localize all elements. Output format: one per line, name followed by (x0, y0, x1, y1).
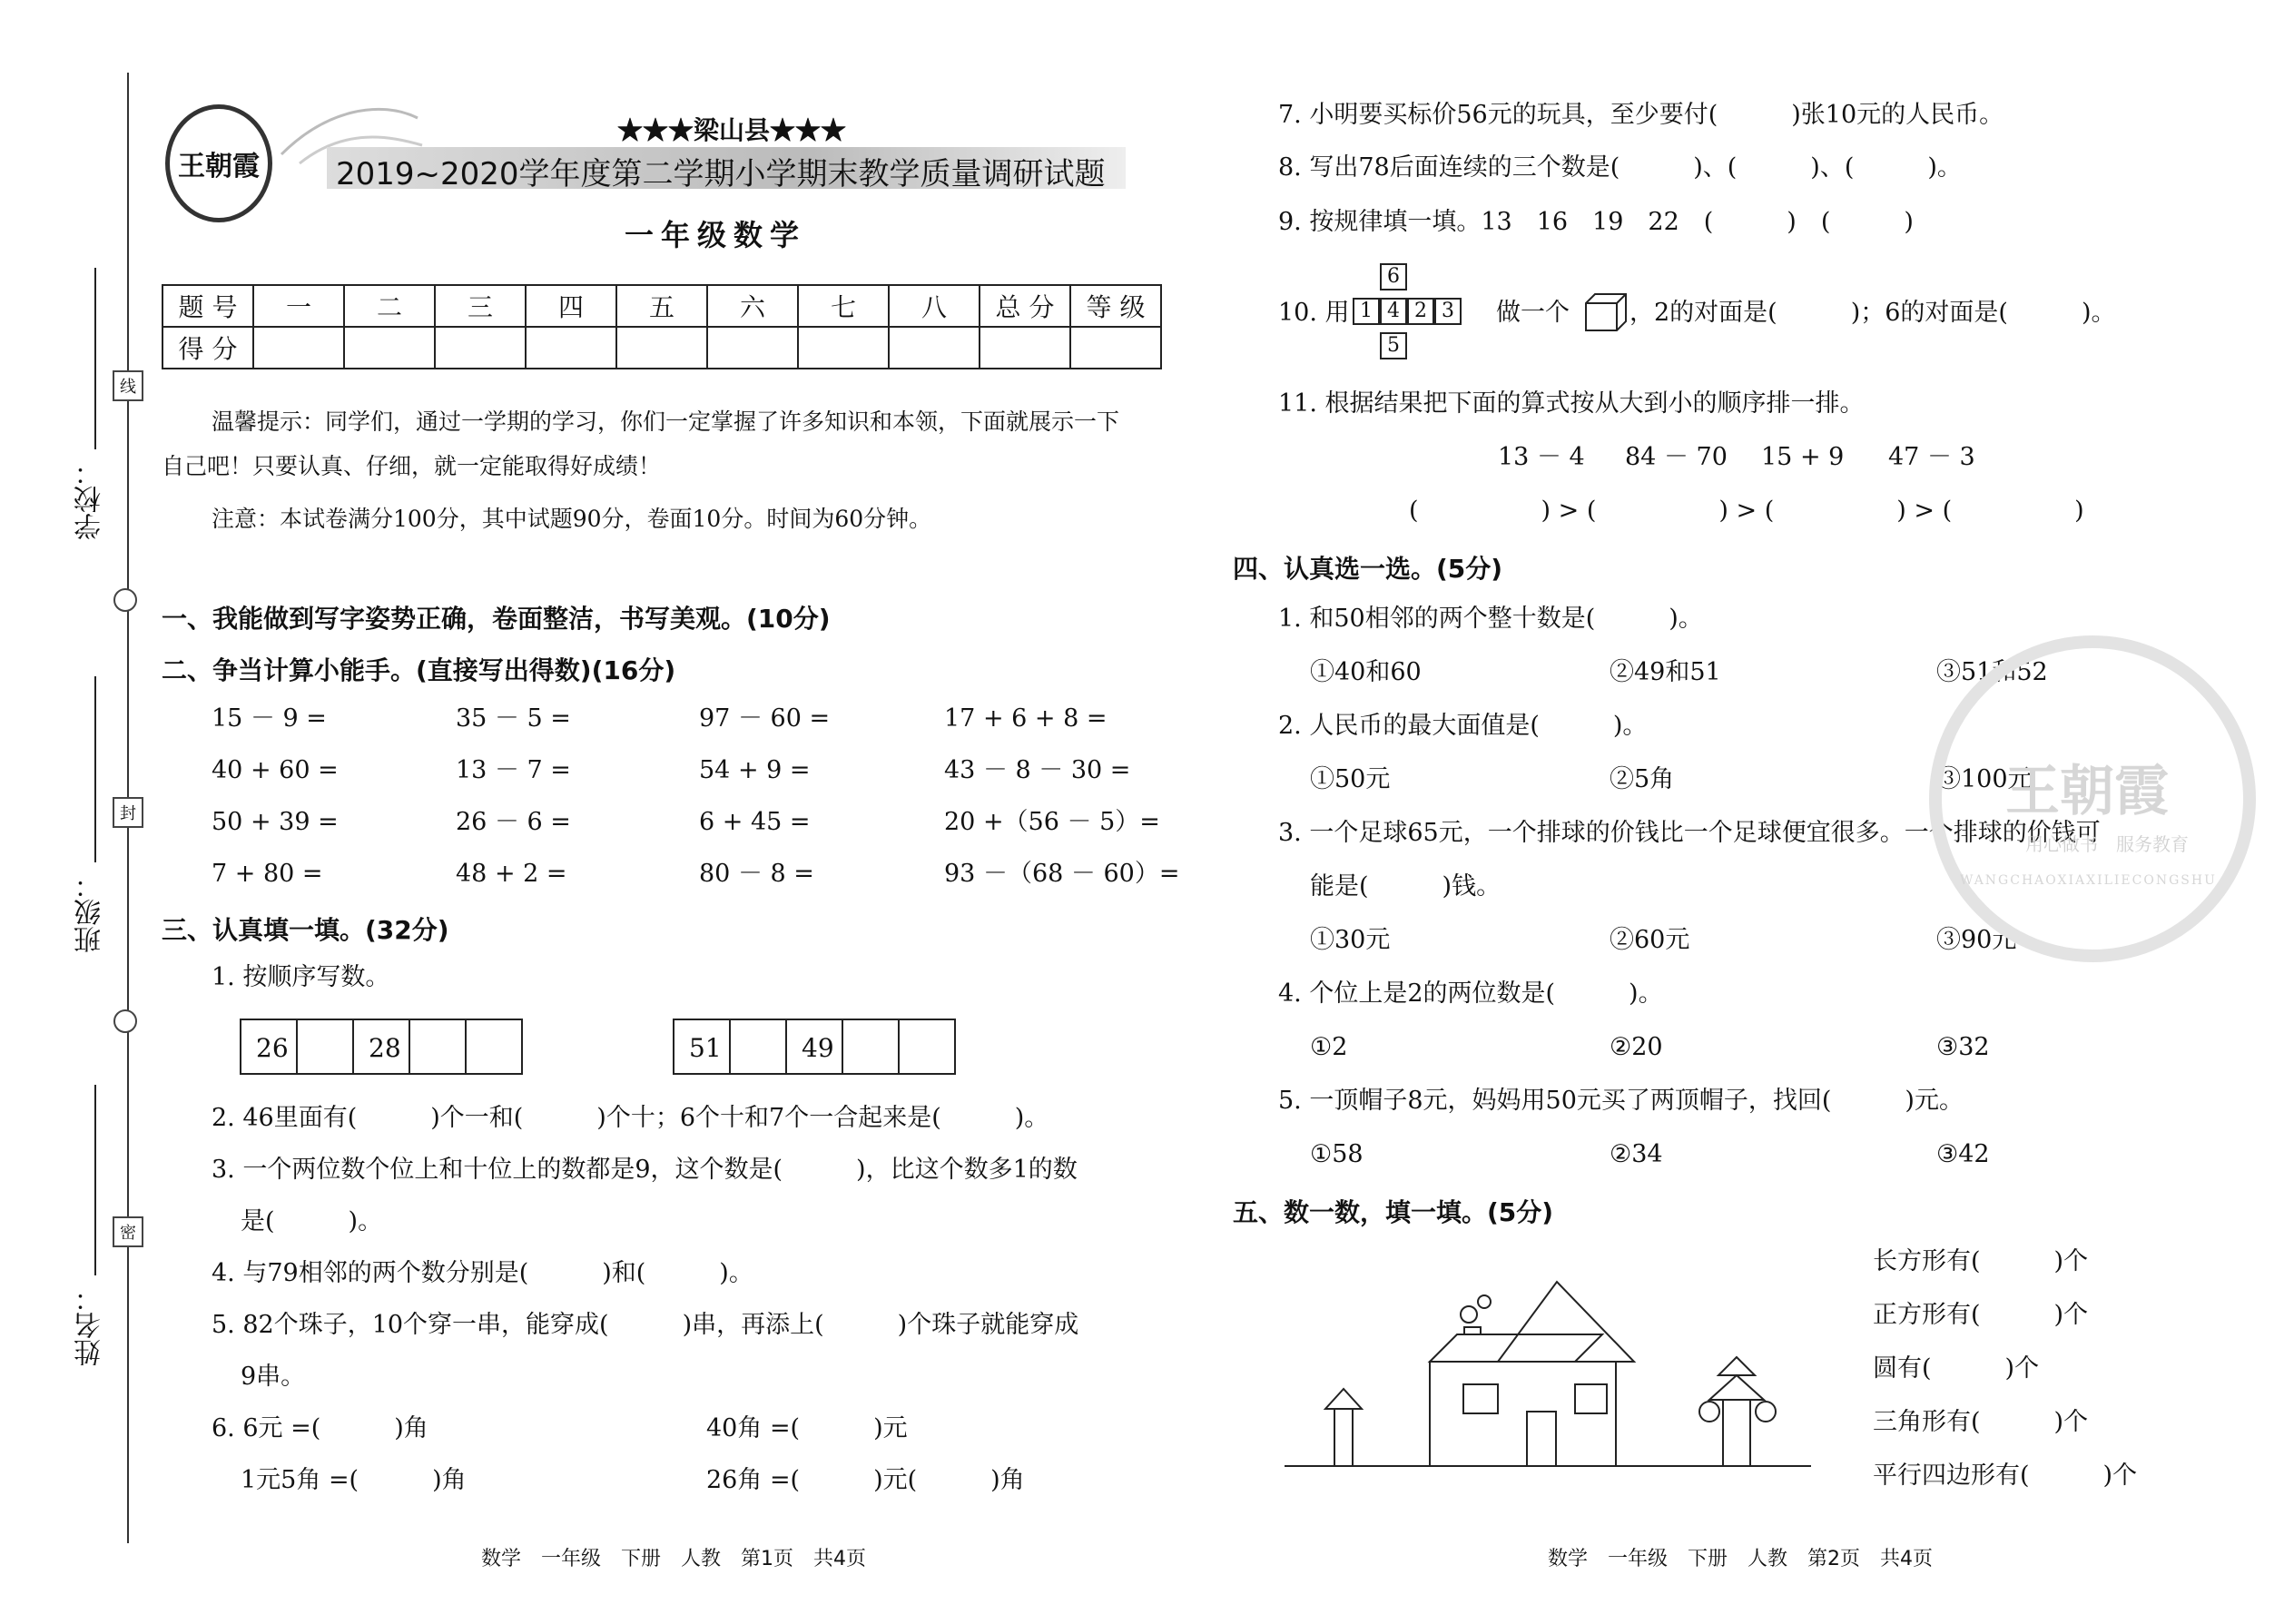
calc-item: 43 － 8 － 30 = (944, 756, 1131, 784)
section-2-heading: 二、争当计算小能手。(直接写出得数)(16分) (162, 655, 676, 685)
calc-item: 7 + 80 = (212, 860, 323, 888)
question-text: 4. 与79相邻的两个数分别是( )和( )。 (212, 1259, 753, 1287)
score-cell[interactable] (1070, 327, 1161, 369)
watermark-seal-icon (1929, 635, 2256, 962)
net-face: 2 (1407, 298, 1434, 325)
calc-item: 54 + 9 = (699, 756, 811, 784)
choice-option[interactable]: ②60元 (1610, 926, 1690, 954)
expression: 84 － 70 (1625, 443, 1728, 471)
choice-option[interactable]: ③32 (1936, 1033, 1990, 1061)
calc-item: 15 － 9 = (212, 704, 327, 733)
expression: 13 － 4 (1498, 443, 1585, 471)
watermark-slogan: 用心做书 服务教育 (2025, 833, 2189, 855)
table-cell: 等 级 (1070, 285, 1161, 327)
score-table-score-row (162, 327, 1161, 369)
watermark-ring-text: WANGCHAOXIAXILIECONGSHU (1960, 873, 2217, 888)
exam-title: 2019~2020学年度第二学期小学期末教学质量调研试题 (336, 156, 1106, 192)
count-question: 长方形有( )个 (1873, 1247, 2089, 1275)
section-5-heading: 五、数一数，填一填。(5分) (1233, 1197, 1554, 1227)
table-cell: 题 号 (162, 285, 253, 327)
sequence-box[interactable] (842, 1019, 900, 1075)
table-cell: 二 (344, 285, 435, 327)
score-cell[interactable] (435, 327, 526, 369)
question-text: 1元5角 =( )角 (241, 1466, 467, 1494)
count-question: 平行四边形有( )个 (1873, 1462, 2138, 1490)
question-text: 11. 根据结果把下面的算式按从大到小的顺序排一排。 (1278, 389, 1865, 418)
net-face: 1 (1353, 298, 1380, 325)
calc-item: 35 － 5 = (456, 704, 571, 733)
binding-mark-secret: 密 (113, 1216, 143, 1247)
calc-item: 50 + 39 = (212, 808, 339, 836)
score-cell[interactable] (616, 327, 707, 369)
score-table (162, 284, 1162, 369)
choice-option[interactable]: ③51和52 (1936, 658, 2048, 686)
calc-item: 20 +（56 － 5）= (944, 808, 1160, 836)
question-text: 8. 写出78后面连续的三个数是( )、( )、( )。 (1278, 153, 1962, 182)
calc-item: 17 + 6 + 8 = (944, 704, 1108, 733)
score-cell[interactable] (980, 327, 1070, 369)
question-text: 7. 小明要买标价56元的玩具，至少要付( )张10元的人民币。 (1278, 101, 2004, 129)
school-label: 学校： (74, 458, 106, 540)
net-face: 5 (1380, 332, 1407, 359)
table-cell: 总 分 (980, 285, 1070, 327)
calc-item: 6 + 45 = (699, 808, 811, 836)
question-text: 1. 和50相邻的两个整十数是( )。 (1278, 605, 1703, 633)
subject-title: 一年级数学 (625, 218, 807, 252)
sequence-boxes (674, 1019, 956, 1075)
binding-hole-icon (113, 588, 137, 612)
net-face: 6 (1380, 263, 1407, 290)
sequence-box: 28 (352, 1019, 410, 1075)
notice-line: 自己吧！只要认真、仔细，就一定能取得好成绩！ (162, 453, 662, 479)
calc-item: 93 －（68 － 60）= (944, 860, 1180, 888)
question-text: 能是( )钱。 (1310, 872, 1501, 901)
score-cell[interactable] (526, 327, 616, 369)
choice-option[interactable]: ②49和51 (1610, 658, 1721, 686)
count-question: 正方形有( )个 (1873, 1301, 2089, 1329)
sequence-box: 49 (785, 1019, 843, 1075)
choice-option[interactable]: ②20 (1610, 1033, 1663, 1061)
table-cell: 三 (435, 285, 526, 327)
school-field[interactable] (94, 268, 96, 449)
question-text: 26角 =( )元( )角 (706, 1466, 1025, 1494)
table-cell: 四 (526, 285, 616, 327)
net-face: 4 (1380, 298, 1407, 325)
ordering-blanks[interactable]: ( ) > ( ) > ( ) > ( ) (1409, 497, 2084, 525)
table-cell: 六 (707, 285, 798, 327)
question-text: 9. 按规律填一填。13 16 19 22 ( ) ( ) (1278, 208, 1914, 236)
choice-option[interactable]: ①58 (1310, 1140, 1364, 1168)
class-field[interactable] (94, 676, 96, 862)
table-cell: 一 (253, 285, 344, 327)
score-cell[interactable] (344, 327, 435, 369)
calc-item: 97 － 60 = (699, 704, 831, 733)
question-text: 3. 一个两位数个位上和十位上的数都是9，这个数是( )，比这个数多1的数 (212, 1156, 1078, 1184)
choice-option[interactable]: ①50元 (1310, 765, 1391, 793)
table-cell: 得 分 (162, 327, 253, 369)
question-text: 6. 6元 =( )角 (212, 1414, 428, 1442)
choice-option[interactable]: ②5角 (1610, 765, 1675, 793)
score-cell[interactable] (798, 327, 889, 369)
question-text: 10. 用 (1278, 299, 1350, 327)
choice-option[interactable]: ①2 (1310, 1033, 1348, 1061)
question-text: 5. 一顶帽子8元，妈妈用50元买了两顶帽子，找回( )元。 (1278, 1087, 1964, 1115)
calc-item: 40 + 60 = (212, 756, 339, 784)
watermark-name: 王朝霞 (2005, 760, 2169, 823)
question-text: 4. 个位上是2的两位数是( )。 (1278, 979, 1663, 1008)
section-3-heading: 三、认真填一填。(32分) (162, 915, 449, 945)
name-label: 姓名： (74, 1284, 106, 1366)
county-title: ★★★梁山县★★★ (617, 115, 847, 145)
sequence-box[interactable] (898, 1019, 956, 1075)
question-text: 3. 一个足球65元，一个排球的价钱比一个足球便宜很多。一个排球的价钱可 (1278, 819, 2101, 847)
question-text: 2. 46里面有( )个一和( )个十；6个十和7个一合起来是( )。 (212, 1104, 1049, 1132)
count-question: 圆有( )个 (1873, 1354, 2040, 1383)
logo-text: 王朝霞 (178, 151, 260, 182)
table-cell: 七 (798, 285, 889, 327)
question-text: 2. 人民币的最大面值是( )。 (1278, 712, 1648, 740)
question-text: 1. 按顺序写数。 (212, 963, 390, 991)
binding-mark-seal: 封 (113, 797, 143, 828)
choice-option[interactable]: ①40和60 (1310, 658, 1422, 686)
question-text: 是( )。 (241, 1207, 383, 1235)
cube-icon (1584, 292, 1629, 332)
choice-option[interactable]: ③100元 (1936, 765, 2033, 793)
expression: 15 + 9 (1761, 443, 1845, 471)
sequence-box: 26 (240, 1019, 298, 1075)
net-face: 3 (1434, 298, 1462, 325)
question-text: 40角 =( )元 (706, 1414, 908, 1442)
section-1-heading: 一、我能做到写字姿势正确，卷面整洁，书写美观。(10分) (162, 604, 831, 634)
score-cell[interactable] (707, 327, 798, 369)
table-cell: 五 (616, 285, 707, 327)
question-text: 5. 82个珠子，10个穿一串，能穿成( )串，再添上( )个珠子就能穿成 (212, 1311, 1079, 1339)
score-cell[interactable] (889, 327, 980, 369)
question-text: 做一个 (1496, 299, 1570, 327)
sequence-box[interactable] (465, 1019, 523, 1075)
sequence-box: 51 (673, 1019, 731, 1075)
calc-item: 13 － 7 = (456, 756, 571, 784)
page-footer: 数学 一年级 下册 人教 第1页 共4页 (481, 1548, 866, 1570)
choice-option[interactable]: ②34 (1610, 1140, 1663, 1168)
binding-hole-icon (113, 1009, 137, 1033)
notice-line: 温馨提示：同学们，通过一学期的学习，你们一定掌握了许多知识和本领，下面就展示一下 (212, 408, 1120, 435)
choice-option[interactable]: ①30元 (1310, 926, 1391, 954)
class-label: 班级： (74, 871, 106, 953)
count-question: 三角形有( )个 (1873, 1408, 2089, 1436)
page-footer: 数学 一年级 下册 人教 第2页 共4页 (1548, 1548, 1933, 1570)
table-cell: 八 (889, 285, 980, 327)
cube-net (1353, 263, 1489, 363)
sequence-boxes (241, 1019, 523, 1075)
choice-option[interactable]: ③90元 (1936, 926, 2017, 954)
score-table-header-row (162, 285, 1161, 327)
name-field[interactable] (94, 1085, 96, 1275)
score-cell[interactable] (253, 327, 344, 369)
expression: 47 － 3 (1888, 443, 1975, 471)
calc-item: 26 － 6 = (456, 808, 571, 836)
sequence-box[interactable] (729, 1019, 787, 1075)
section-4-heading: 四、认真选一选。(5分) (1233, 554, 1503, 584)
house-figure (1275, 1271, 1820, 1480)
question-text: ，2的对面是( )；6的对面是( )。 (1629, 299, 2116, 327)
question-text: 9串。 (241, 1363, 306, 1391)
choice-option[interactable]: ③42 (1936, 1140, 1990, 1168)
calc-item: 48 + 2 = (456, 860, 567, 888)
sequence-box[interactable] (409, 1019, 467, 1075)
sequence-box[interactable] (296, 1019, 354, 1075)
notice-line: 注意：本试卷满分100分，其中试题90分，卷面10分。时间为60分钟。 (212, 506, 932, 532)
publisher-logo (165, 104, 272, 222)
binding-mark-line: 线 (113, 370, 143, 401)
calc-item: 80 － 8 = (699, 860, 814, 888)
